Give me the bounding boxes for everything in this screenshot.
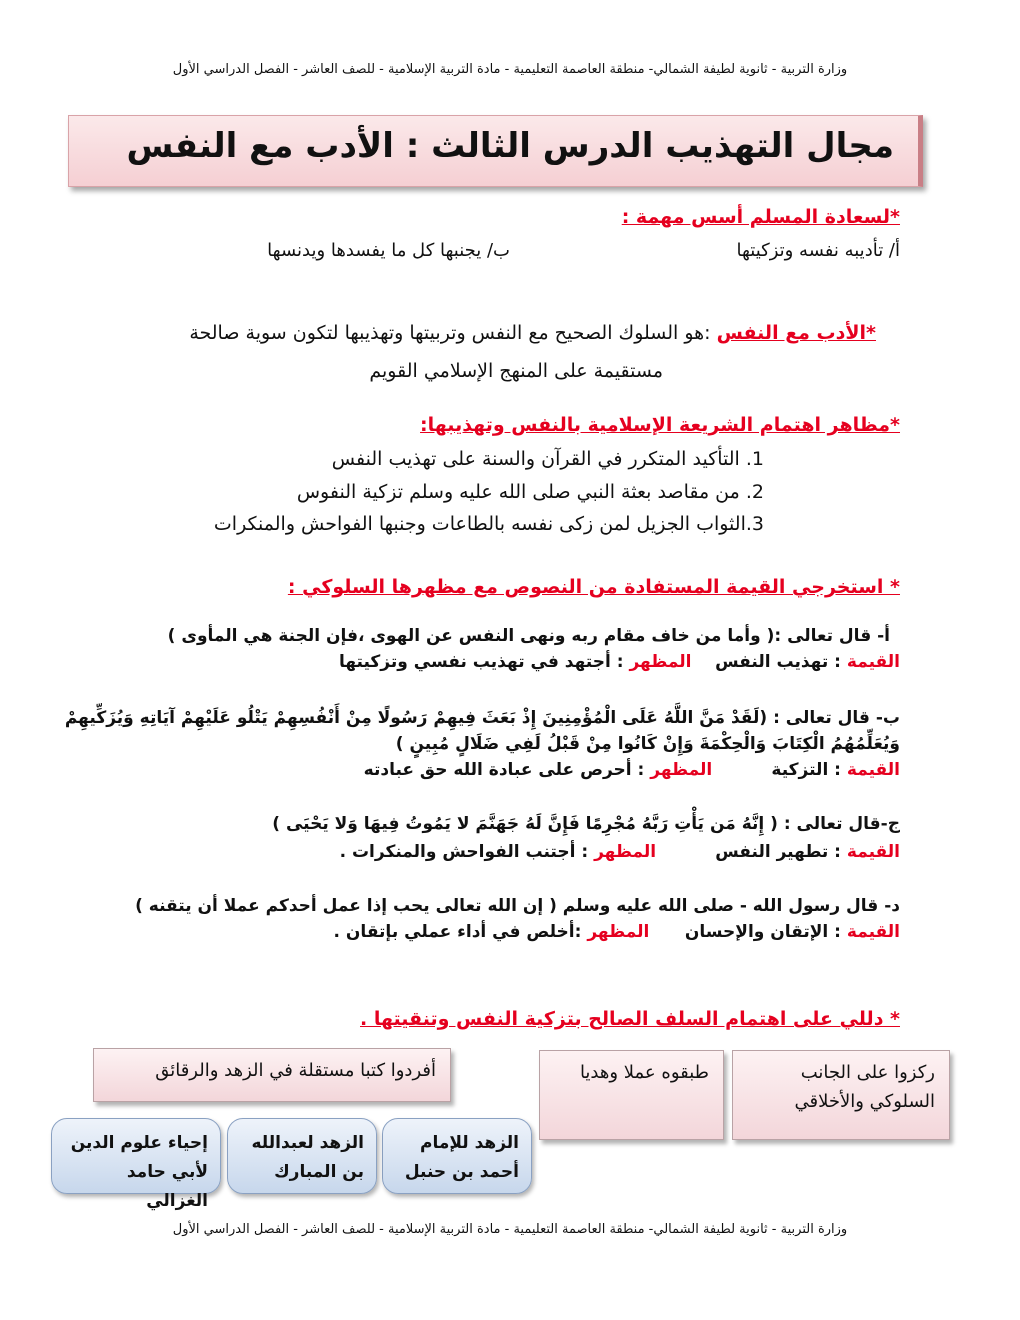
definition-line2: مستقيمة على المنهج الإسلامي القويم xyxy=(369,360,663,382)
salaf-heading: * دللي على اهتمام السلف الصالح بتزكية النفس وتنقيتها . xyxy=(360,1008,900,1030)
value-c: : تطهير النفس xyxy=(715,842,841,862)
result-b xyxy=(364,760,900,780)
book-ahmad-line2: أحمد بن حنبل xyxy=(404,1161,519,1182)
definition-term: *الأدب مع النفس xyxy=(716,322,876,344)
salaf-box-applied: طبقوه عملا وهديا xyxy=(539,1050,724,1140)
book-ghazali-line1: إحياء علوم الدين xyxy=(70,1133,208,1153)
book-ahmad xyxy=(382,1118,532,1194)
salaf-box-behavioral: ركزوا على الجانب السلوكي والأخلاقي xyxy=(732,1050,950,1140)
text-b-line1: ب- قال تعالى : (لَقَدْ مَنَّ اللَّهُ عَلَى الْمُؤْمِنِينَ إِذْ بَعَثَ فِيهِمْ رَسُولًا مِنْ أَنْفُسِهِمْ يَتْلُو عَلَيْهِمْ آيَاتِهِ وَيُزَكِّيهِمْ xyxy=(64,708,900,728)
book-mubarak-line2: بن المبارك xyxy=(274,1161,364,1182)
value-a: : تهذيب النفس xyxy=(715,652,841,672)
aspects-item-2: 2. من مقاصد بعثة النبي صلى الله عليه وسلم تزكية النفوس xyxy=(296,481,764,503)
value-label: القيمة xyxy=(846,652,900,672)
salaf-box-books: أفردوا كتبا مستقلة في الزهد والرقائق xyxy=(93,1048,451,1102)
book-mubarak xyxy=(227,1118,377,1194)
title-box xyxy=(68,115,923,187)
result-d xyxy=(334,922,900,942)
happiness-item-a: أ/ تأديبه نفسه وتزكيتها xyxy=(736,240,900,261)
aspects-heading: *مظاهر اهتمام الشريعة الإسلامية بالنفس وتهذيبها: xyxy=(420,414,900,436)
aspect-label: المظهر xyxy=(650,760,713,780)
happiness-heading: *لسعادة المسلم أسس مهمة : xyxy=(621,206,900,228)
text-a: أ- قال تعالى :( وأما من خاف مقام ربه ونهى النفس عن الهوى ،فإن الجنة هي المأوى ) xyxy=(167,626,890,646)
text-d: د- قال رسول الله - صلى الله عليه وسلم ( إن الله تعالى يحب إذا عمل أحدكم عملا أن يتقنه ) xyxy=(135,896,900,916)
definition-text: :هو السلوك الصحيح مع النفس وتربيتها وتهذيبها لتكون سوية صالحة xyxy=(189,322,711,344)
book-ahmad-line1: الزهد للإمام xyxy=(420,1133,519,1153)
value-b: : التزكية xyxy=(771,760,841,780)
aspect-label: المظهر xyxy=(587,922,650,942)
happiness-item-b: ب/ يجنبها كل ما يفسدها ويدنسها xyxy=(267,240,510,261)
text-c: ج-قال تعالى : ( إِنَّهُ مَن يَأْتِ رَبَّهُ مُجْرِمًا فَإِنَّ لَهُ جَهَنَّمَ لا يَمُوتُ فِيهَا وَلا يَحْيَى ) xyxy=(272,814,900,834)
aspects-item-1: 1. التأكيد المتكرر في القرآن والسنة على تهذيب النفس xyxy=(331,448,764,470)
aspects-item-3: 3.الثواب الجزيل لمن زكى نفسه بالطاعات وجنبها الفواحش والمنكرات xyxy=(213,513,764,535)
extract-heading: * استخرجي القيمة المستفادة من النصوص مع مظهرها السلوكي : xyxy=(287,576,900,598)
page-footer: وزارة التربية - ثانوية لطيفة الشمالي- منطقة العاصمة التعليمية - مادة التربية الإسلامية - للصف العاشر - الفصل الدراسي الأول xyxy=(172,1222,848,1237)
book-ghazali xyxy=(51,1118,221,1211)
book-ghazali-line2: لأبي حامد الغزالي xyxy=(126,1161,208,1211)
definition-line1 xyxy=(189,322,876,344)
result-a xyxy=(339,652,900,672)
value-label: القيمة xyxy=(846,760,900,780)
value-label: القيمة xyxy=(846,842,900,862)
aspect-c: : أجتنب الفواحش والمنكرات . xyxy=(339,842,589,862)
result-c xyxy=(340,842,900,862)
aspect-label: المظهر xyxy=(594,842,657,862)
value-label: القيمة xyxy=(846,922,900,942)
aspect-label: المظهر xyxy=(629,652,692,672)
aspect-b: : أحرص على عبادة الله حق عبادته xyxy=(363,760,645,780)
aspect-d: :أخلص في أداء عملي بإتقان . xyxy=(333,922,582,942)
book-mubarak-line1: الزهد لعبدالله xyxy=(251,1133,364,1153)
text-b-line2: وَيُعَلِّمُهُمُ الْكِتَابَ وَالْحِكْمَةَ وَإِنْ كَانُوا مِنْ قَبْلُ لَفِي ضَلَالٍ مُبِينٍ ) xyxy=(395,734,900,754)
page-header: وزارة التربية - ثانوية لطيفة الشمالي- منطقة العاصمة التعليمية - مادة التربية الإسلامية - للصف العاشر - الفصل الدراسي الأول xyxy=(172,62,848,77)
page-title: مجال التهذيب الدرس الثالث : الأدب مع النفس xyxy=(126,126,894,166)
value-d: : الإتقان والإحسان xyxy=(684,922,841,942)
aspect-a: : أجتهد في تهذيب نفسي وتزكيتها xyxy=(338,652,624,672)
